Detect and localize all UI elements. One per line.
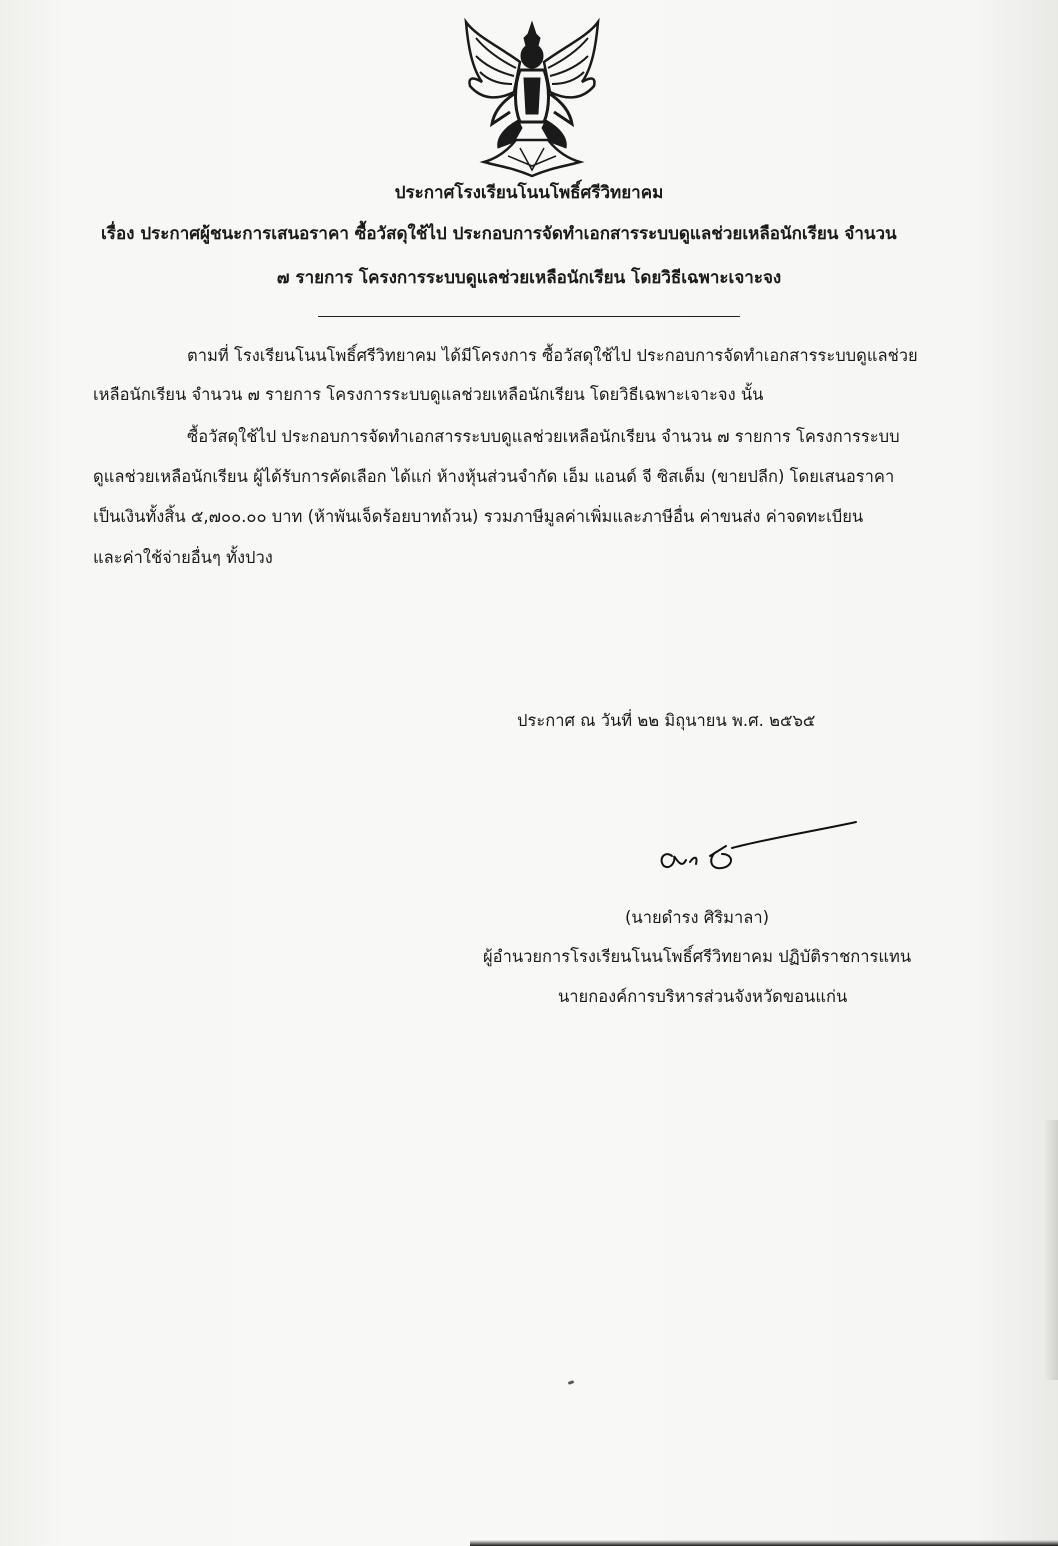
paragraph-2-line-2: ดูแลช่วยเหลือนักเรียน ผู้ได้รับการคัดเลือก ได้แก่ ห้างหุ้นส่วนจำกัด เอ็ม แอนด์ จี ซิสเต็ม (ขายปลีก) โดยเสนอราคา [93, 467, 895, 486]
scan-edge-shadow [1044, 1120, 1058, 1380]
paper-speck [568, 1380, 575, 1385]
paragraph-2-line-1: ซื้อวัสดุใช้ไป ประกอบการจัดทำเอกสารระบบดูแลช่วยเหลือนักเรียน จำนวน ๗ รายการ โครงการระบบ [187, 427, 900, 446]
paragraph-2-line-3: เป็นเงินทั้งสิ้น ๕,๗๐๐.๐๐ บาท (ห้าพันเจ็ดร้อยบาทถ้วน) รวมภาษีมูลค่าเพิ่มและภาษีอื่น ค่าขนส่ง ค่าจดทะเบียน [93, 507, 864, 526]
title-divider [318, 316, 740, 317]
paragraph-1-line-2: เหลือนักเรียน จำนวน ๗ รายการ โครงการระบบดูแลช่วยเหลือนักเรียน โดยวิธีเฉพาะเจาะจง นั้น [93, 385, 764, 404]
garuda-emblem-icon [458, 16, 606, 181]
paragraph-1-line-1: ตามที่ โรงเรียนโนนโพธิ์ศรีวิทยาคม ได้มีโครงการ ซื้อวัสดุใช้ไป ประกอบการจัดทำเอกสารระบบดูแลช่วย [187, 346, 918, 365]
handwritten-signature-icon [650, 816, 870, 886]
scan-bottom-edge [470, 1540, 1058, 1546]
signatory-name: (นายดำรง ศิริมาลา) [625, 908, 770, 927]
signatory-position-line-2: นายกองค์การบริหารส่วนจังหวัดขอนแก่น [558, 987, 848, 1006]
announcement-title: ประกาศโรงเรียนโนนโพธิ์ศรีวิทยาคม [394, 183, 664, 203]
announcement-date: ประกาศ ณ วันที่ ๒๒ มิถุนายน พ.ศ. ๒๕๖๕ [517, 711, 816, 730]
subject-line-2: ๗ รายการ โครงการระบบดูแลช่วยเหลือนักเรียน โดยวิธีเฉพาะเจาะจง [276, 268, 782, 288]
subject-line-1: เรื่อง ประกาศผู้ชนะการเสนอราคา ซื้อวัสดุใช้ไป ประกอบการจัดทำเอกสารระบบดูแลช่วยเหลือนักเรียน จำนวน [101, 224, 897, 244]
paragraph-2-line-4: และค่าใช้จ่ายอื่นๆ ทั้งปวง [93, 548, 273, 567]
signatory-position-line-1: ผู้อำนวยการโรงเรียนโนนโพธิ์ศรีวิทยาคม ปฏิบัติราชการแทน [483, 947, 912, 966]
